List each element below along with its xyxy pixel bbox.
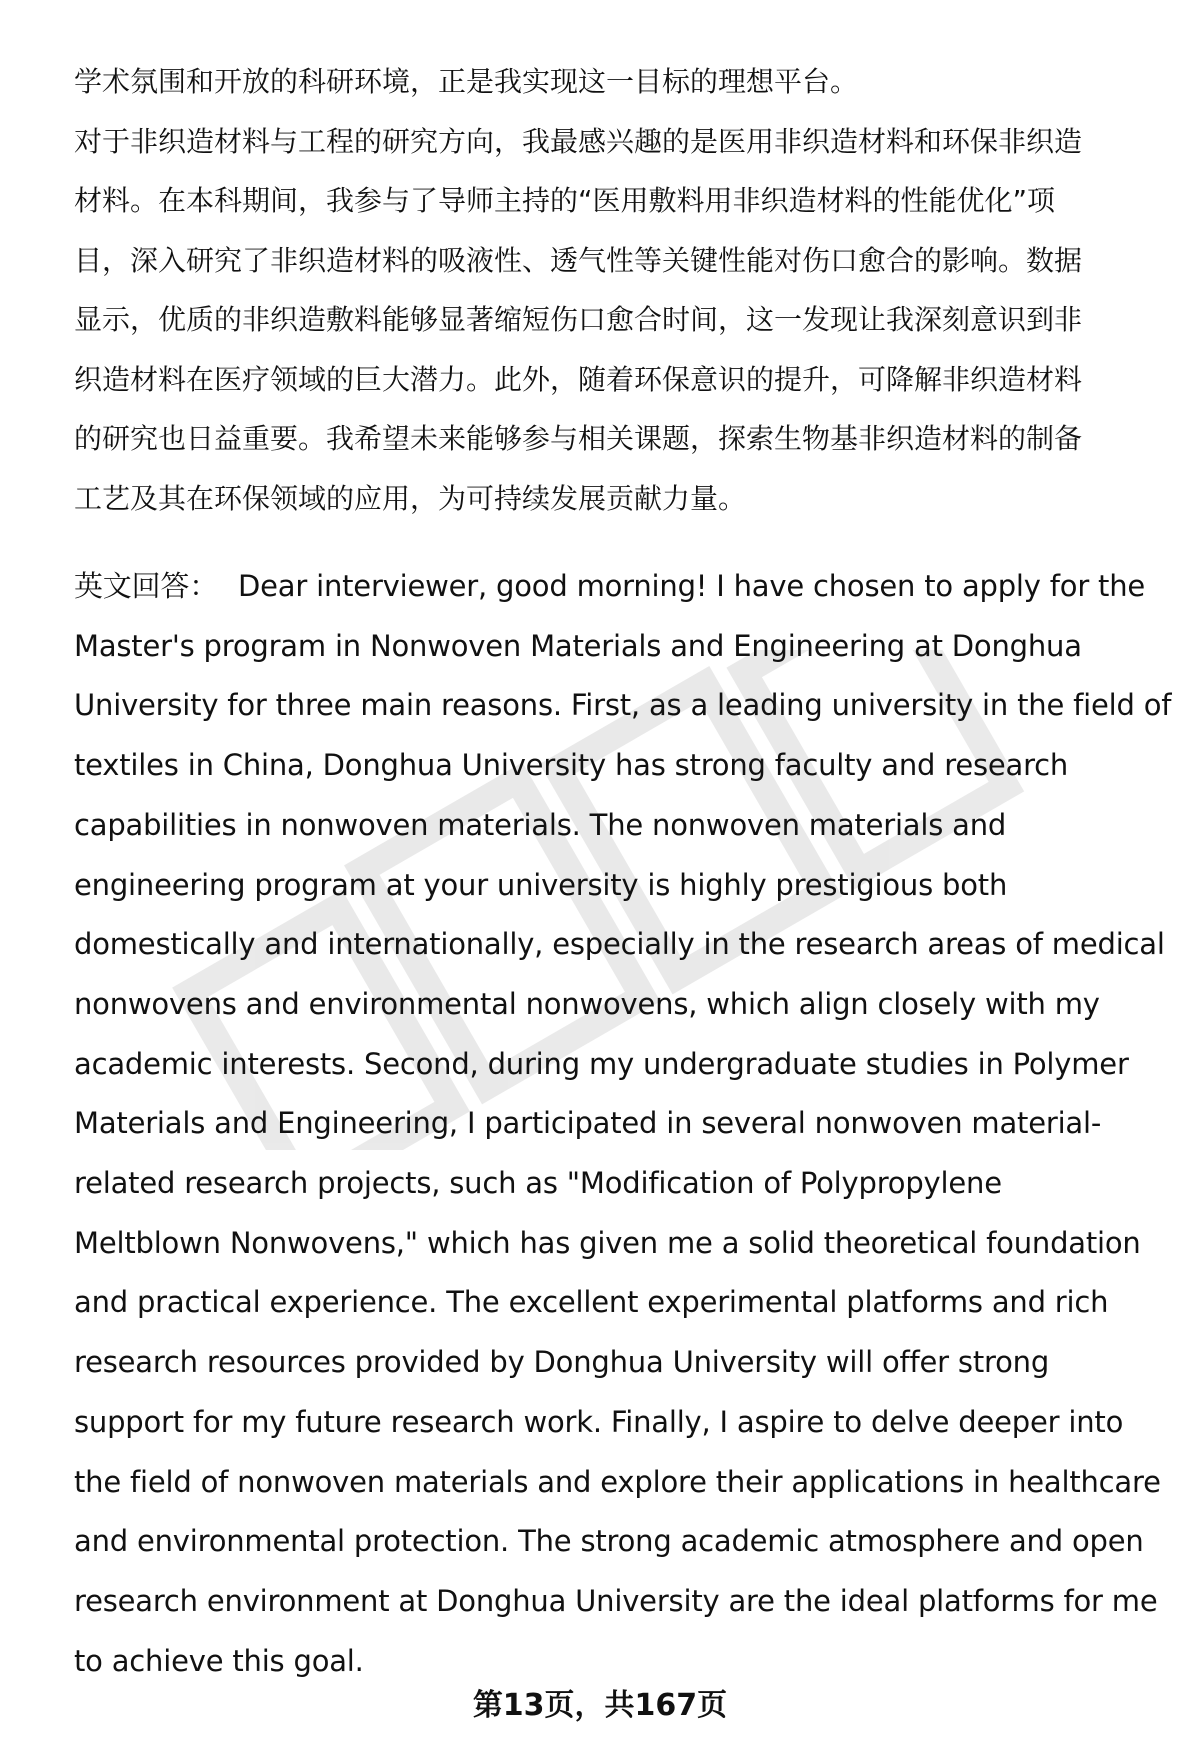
- en-line: and environmental protection. The strong academic atmosphere and open: [74, 1524, 1144, 1559]
- en-line: related research projects, such as "Modification of Polypropylene: [74, 1166, 1002, 1201]
- en-line: to achieve this goal.: [74, 1643, 364, 1678]
- english-answer: [74, 557, 1172, 1691]
- cn-line: 学术氛围和开放的科研环境，正是我实现这一目标的理想平台。: [74, 65, 859, 98]
- en-line: and practical experience. The excellent experimental platforms and rich: [74, 1285, 1109, 1320]
- english-answer-label: 英文回答：: [74, 569, 219, 603]
- cn-line: 对于非织造材料与工程的研究方向，我最感兴趣的是医用非织造材料和环保非织造: [74, 124, 1083, 158]
- cn-line: 的研究也日益重要。我希望未来能够参与相关课题，探索生物基非织造材料的制备: [74, 422, 1083, 455]
- en-line: the field of nonwoven materials and explore their applications in healthcare: [74, 1464, 1161, 1499]
- en-line: nonwovens and environmental nonwovens, which align closely with my: [74, 986, 1100, 1021]
- en-line-text: Dear interviewer, good morning! I have chosen to apply for the: [238, 569, 1146, 603]
- en-line: capabilities in nonwoven materials. The nonwoven materials and: [74, 807, 1007, 842]
- page-number-footer: 第13页，共167页: [472, 1688, 728, 1723]
- en-line: [74, 557, 1154, 617]
- cn-line: 目，深入研究了非织造材料的吸液性、透气性等关键性能对伤口愈合的影响。数据: [74, 243, 1083, 277]
- en-line: Master's program in Nonwoven Materials and Engineering at Donghua: [74, 628, 1082, 663]
- document-page: [74, 52, 1172, 1691]
- en-line: Materials and Engineering, I participated in several nonwoven material-: [74, 1106, 1102, 1141]
- cn-line: 工艺及其在环保领域的应用，为可持续发展贡献力量。: [74, 481, 747, 515]
- en-line: Meltblown Nonwovens," which has given me a solid theoretical foundation: [74, 1225, 1141, 1260]
- en-line: engineering program at your university is highly prestigious both: [74, 867, 1008, 902]
- en-line: research environment at Donghua University are the ideal platforms for me: [74, 1583, 1158, 1618]
- chinese-paragraph: [74, 52, 1154, 528]
- cn-line: 织造材料在医疗领域的巨大潜力。此外，随着环保意识的提升，可降解非织造材料: [74, 362, 1083, 396]
- en-line: textiles in China, Donghua University has strong faculty and research: [74, 748, 1069, 783]
- en-line: research resources provided by Donghua University will offer strong: [74, 1345, 1050, 1380]
- cn-line: 显示，优质的非织造敷料能够显著缩短伤口愈合时间，这一发现让我深刻意识到非: [74, 303, 1083, 336]
- cn-line: 材料。在本科期间，我参与了导师主持的“医用敷料用非织造材料的性能优化”项: [74, 184, 1056, 217]
- en-line: academic interests. Second, during my undergraduate studies in Polymer: [74, 1046, 1129, 1081]
- en-line: support for my future research work. Finally, I aspire to delve deeper into: [74, 1404, 1124, 1439]
- en-line: domestically and internationally, especially in the research areas of medical: [74, 927, 1165, 962]
- en-line: University for three main reasons. First, as a leading university in the field of: [74, 688, 1172, 723]
